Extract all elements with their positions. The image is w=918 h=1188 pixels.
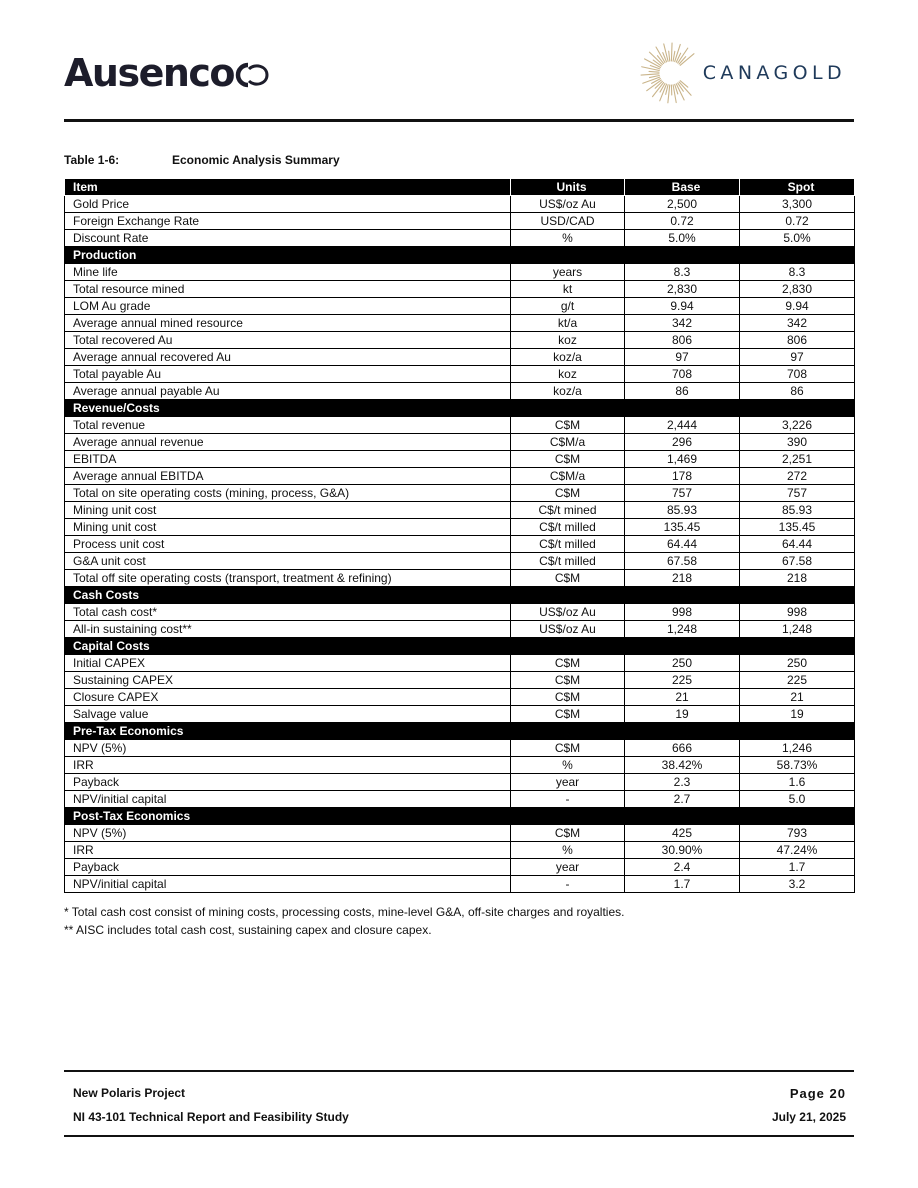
cell-units: % [511, 842, 625, 859]
cell-item: G&A unit cost [65, 553, 511, 570]
cell-spot: 793 [740, 825, 855, 842]
cell-item: IRR [65, 757, 511, 774]
table-row [65, 298, 855, 315]
cell-item: Mining unit cost [65, 502, 511, 519]
cell-spot: 58.73% [740, 757, 855, 774]
cell-item: Total recovered Au [65, 332, 511, 349]
table-caption [64, 153, 340, 167]
footer-page-label: Page [789, 1086, 825, 1101]
cell-base: 1,469 [625, 451, 740, 468]
table-section-row [65, 400, 855, 417]
footer-report: NI 43-101 Technical Report and Feasibility Study [73, 1110, 349, 1124]
footer-page-number: 20 [829, 1086, 846, 1101]
footer-divider-bottom [64, 1135, 854, 1137]
cell-units: years [511, 264, 625, 281]
cell-base: 64.44 [625, 536, 740, 553]
cell-base: 1.7 [625, 876, 740, 893]
cell-base: 178 [625, 468, 740, 485]
cell-units: C$M [511, 672, 625, 689]
table-row [65, 417, 855, 434]
cell-spot: 3,300 [740, 196, 855, 213]
section-label: Production [65, 247, 855, 264]
table-row [65, 485, 855, 502]
table-row [65, 434, 855, 451]
cell-units: - [511, 791, 625, 808]
cell-spot: 1,246 [740, 740, 855, 757]
cell-units: C$M [511, 825, 625, 842]
cell-base: 425 [625, 825, 740, 842]
table-row [65, 672, 855, 689]
cell-units: g/t [511, 298, 625, 315]
cell-base: 21 [625, 689, 740, 706]
ausenco-logo [64, 51, 271, 95]
cell-spot: 2,251 [740, 451, 855, 468]
table-row [65, 825, 855, 842]
table-row [65, 876, 855, 893]
cell-units: % [511, 757, 625, 774]
cell-base: 5.0% [625, 230, 740, 247]
cell-item: Payback [65, 774, 511, 791]
cell-base: 708 [625, 366, 740, 383]
cell-units: koz/a [511, 349, 625, 366]
cell-base: 2,500 [625, 196, 740, 213]
cell-base: 9.94 [625, 298, 740, 315]
section-label: Capital Costs [65, 638, 855, 655]
table-row [65, 451, 855, 468]
table-row [65, 536, 855, 553]
table-body [65, 196, 855, 893]
cell-spot: 5.0% [740, 230, 855, 247]
table-section-row [65, 638, 855, 655]
cell-item: Average annual payable Au [65, 383, 511, 400]
cell-spot: 21 [740, 689, 855, 706]
cell-base: 30.90% [625, 842, 740, 859]
cell-item: Total on site operating costs (mining, process, G&A) [65, 485, 511, 502]
section-label: Revenue/Costs [65, 400, 855, 417]
cell-item: Payback [65, 859, 511, 876]
cell-spot: 86 [740, 383, 855, 400]
cell-units: C$M [511, 570, 625, 587]
cell-spot: 1,248 [740, 621, 855, 638]
cell-spot: 135.45 [740, 519, 855, 536]
cell-base: 1,248 [625, 621, 740, 638]
header-divider [64, 119, 854, 122]
cell-units: C$M/a [511, 434, 625, 451]
cell-base: 8.3 [625, 264, 740, 281]
cell-base: 757 [625, 485, 740, 502]
table-section-row [65, 723, 855, 740]
cell-spot: 47.24% [740, 842, 855, 859]
cell-units: C$/t mined [511, 502, 625, 519]
cell-units: C$M [511, 451, 625, 468]
table-row [65, 655, 855, 672]
footer-divider-top [64, 1070, 854, 1072]
table-row [65, 264, 855, 281]
cell-units: C$M/a [511, 468, 625, 485]
cell-spot: 806 [740, 332, 855, 349]
table-section-row [65, 808, 855, 825]
cell-units: C$/t milled [511, 519, 625, 536]
table-row [65, 706, 855, 723]
cell-spot: 342 [740, 315, 855, 332]
cell-item: Average annual revenue [65, 434, 511, 451]
cell-units: koz [511, 366, 625, 383]
cell-spot: 1.7 [740, 859, 855, 876]
table-row [65, 774, 855, 791]
cell-base: 342 [625, 315, 740, 332]
table-section-row [65, 587, 855, 604]
cell-units: kt [511, 281, 625, 298]
cell-units: USD/CAD [511, 213, 625, 230]
cell-item: NPV/initial capital [65, 876, 511, 893]
table-row [65, 281, 855, 298]
cell-units: kt/a [511, 315, 625, 332]
cell-spot: 218 [740, 570, 855, 587]
cell-units: C$M [511, 485, 625, 502]
note-aisc: ** AISC includes total cash cost, sustaining capex and closure capex. [64, 922, 432, 937]
table-row [65, 757, 855, 774]
cell-base: 67.58 [625, 553, 740, 570]
cell-base: 2,444 [625, 417, 740, 434]
cell-spot: 0.72 [740, 213, 855, 230]
table-row [65, 859, 855, 876]
canagold-sun-icon [637, 38, 699, 108]
column-header-item: Item [65, 179, 511, 196]
cell-item: NPV (5%) [65, 740, 511, 757]
cell-spot: 757 [740, 485, 855, 502]
column-header-spot: Spot [740, 179, 855, 196]
cell-item: Sustaining CAPEX [65, 672, 511, 689]
section-label: Post-Tax Economics [65, 808, 855, 825]
table-notes [64, 904, 624, 939]
cell-units: - [511, 876, 625, 893]
table-row [65, 740, 855, 757]
column-header-units: Units [511, 179, 625, 196]
cell-item: Closure CAPEX [65, 689, 511, 706]
table-number: Table 1-6: [64, 153, 120, 167]
cell-base: 19 [625, 706, 740, 723]
cell-item: IRR [65, 842, 511, 859]
cell-item: Foreign Exchange Rate [65, 213, 511, 230]
table-row [65, 315, 855, 332]
table-row [65, 366, 855, 383]
cell-units: C$M [511, 706, 625, 723]
table-row [65, 604, 855, 621]
cell-base: 38.42% [625, 757, 740, 774]
cell-units: US$/oz Au [511, 604, 625, 621]
cell-item: Mining unit cost [65, 519, 511, 536]
cell-item: Total off site operating costs (transport, treatment & refining) [65, 570, 511, 587]
note-cash-cost: * Total cash cost consist of mining costs, processing costs, mine-level G&A, off-site charges and royalties. [64, 905, 625, 919]
cell-units: koz [511, 332, 625, 349]
cell-item: NPV (5%) [65, 825, 511, 842]
cell-item: Total cash cost* [65, 604, 511, 621]
table-row [65, 842, 855, 859]
cell-item: Average annual mined resource [65, 315, 511, 332]
cell-spot: 64.44 [740, 536, 855, 553]
cell-spot: 3.2 [740, 876, 855, 893]
cell-base: 85.93 [625, 502, 740, 519]
table-row [65, 332, 855, 349]
cell-base: 296 [625, 434, 740, 451]
cell-item: Discount Rate [65, 230, 511, 247]
cell-item: Gold Price [65, 196, 511, 213]
cell-item: Total revenue [65, 417, 511, 434]
cell-base: 86 [625, 383, 740, 400]
cell-units: % [511, 230, 625, 247]
cell-units: US$/oz Au [511, 196, 625, 213]
cell-units: C$M [511, 689, 625, 706]
table-row [65, 519, 855, 536]
cell-units: year [511, 859, 625, 876]
cell-base: 666 [625, 740, 740, 757]
cell-base: 135.45 [625, 519, 740, 536]
cell-spot: 67.58 [740, 553, 855, 570]
cell-spot: 8.3 [740, 264, 855, 281]
ausenco-swirl-icon [235, 60, 271, 90]
page-header [64, 30, 854, 122]
cell-units: year [511, 774, 625, 791]
section-label: Cash Costs [65, 587, 855, 604]
cell-item: Total payable Au [65, 366, 511, 383]
cell-spot: 9.94 [740, 298, 855, 315]
cell-base: 2,830 [625, 281, 740, 298]
cell-spot: 85.93 [740, 502, 855, 519]
footer-date: July 21, 2025 [771, 1110, 846, 1124]
table-row [65, 553, 855, 570]
cell-spot: 225 [740, 672, 855, 689]
cell-base: 2.3 [625, 774, 740, 791]
cell-units: C$/t milled [511, 553, 625, 570]
cell-item: NPV/initial capital [65, 791, 511, 808]
cell-units: koz/a [511, 383, 625, 400]
cell-item: Process unit cost [65, 536, 511, 553]
cell-units: US$/oz Au [511, 621, 625, 638]
cell-item: EBITDA [65, 451, 511, 468]
table-header-row [65, 179, 855, 196]
cell-base: 2.4 [625, 859, 740, 876]
cell-base: 998 [625, 604, 740, 621]
economic-summary-table [64, 178, 855, 893]
cell-spot: 3,226 [740, 417, 855, 434]
cell-spot: 5.0 [740, 791, 855, 808]
cell-item: Average annual recovered Au [65, 349, 511, 366]
cell-item: Salvage value [65, 706, 511, 723]
cell-spot: 2,830 [740, 281, 855, 298]
cell-spot: 250 [740, 655, 855, 672]
table-row [65, 791, 855, 808]
table-row [65, 213, 855, 230]
column-header-base: Base [625, 179, 740, 196]
table-row [65, 230, 855, 247]
cell-spot: 272 [740, 468, 855, 485]
cell-base: 218 [625, 570, 740, 587]
table-row [65, 349, 855, 366]
table-row [65, 383, 855, 400]
cell-spot: 998 [740, 604, 855, 621]
cell-item: Mine life [65, 264, 511, 281]
cell-units: C$/t milled [511, 536, 625, 553]
table-row [65, 196, 855, 213]
table-row [65, 502, 855, 519]
footer-project: New Polaris Project [73, 1086, 186, 1100]
cell-item: LOM Au grade [65, 298, 511, 315]
cell-item: Total resource mined [65, 281, 511, 298]
cell-units: C$M [511, 417, 625, 434]
cell-spot: 97 [740, 349, 855, 366]
cell-spot: 19 [740, 706, 855, 723]
cell-base: 0.72 [625, 213, 740, 230]
table-row [65, 468, 855, 485]
cell-base: 806 [625, 332, 740, 349]
cell-base: 225 [625, 672, 740, 689]
canagold-logo-text: CANAGOLD [702, 62, 846, 84]
table-row [65, 570, 855, 587]
canagold-logo [637, 38, 846, 108]
section-label: Pre-Tax Economics [65, 723, 855, 740]
ausenco-logo-text: Ausenco [64, 51, 235, 95]
table-row [65, 689, 855, 706]
cell-item: Initial CAPEX [65, 655, 511, 672]
footer-page [790, 1086, 846, 1101]
cell-item: Average annual EBITDA [65, 468, 511, 485]
table-section-row [65, 247, 855, 264]
cell-base: 2.7 [625, 791, 740, 808]
cell-spot: 1.6 [740, 774, 855, 791]
cell-units: C$M [511, 740, 625, 757]
cell-base: 250 [625, 655, 740, 672]
cell-item: All-in sustaining cost** [65, 621, 511, 638]
table-title: Economic Analysis Summary [172, 153, 340, 167]
cell-base: 97 [625, 349, 740, 366]
cell-units: C$M [511, 655, 625, 672]
cell-spot: 390 [740, 434, 855, 451]
table-row [65, 621, 855, 638]
cell-spot: 708 [740, 366, 855, 383]
